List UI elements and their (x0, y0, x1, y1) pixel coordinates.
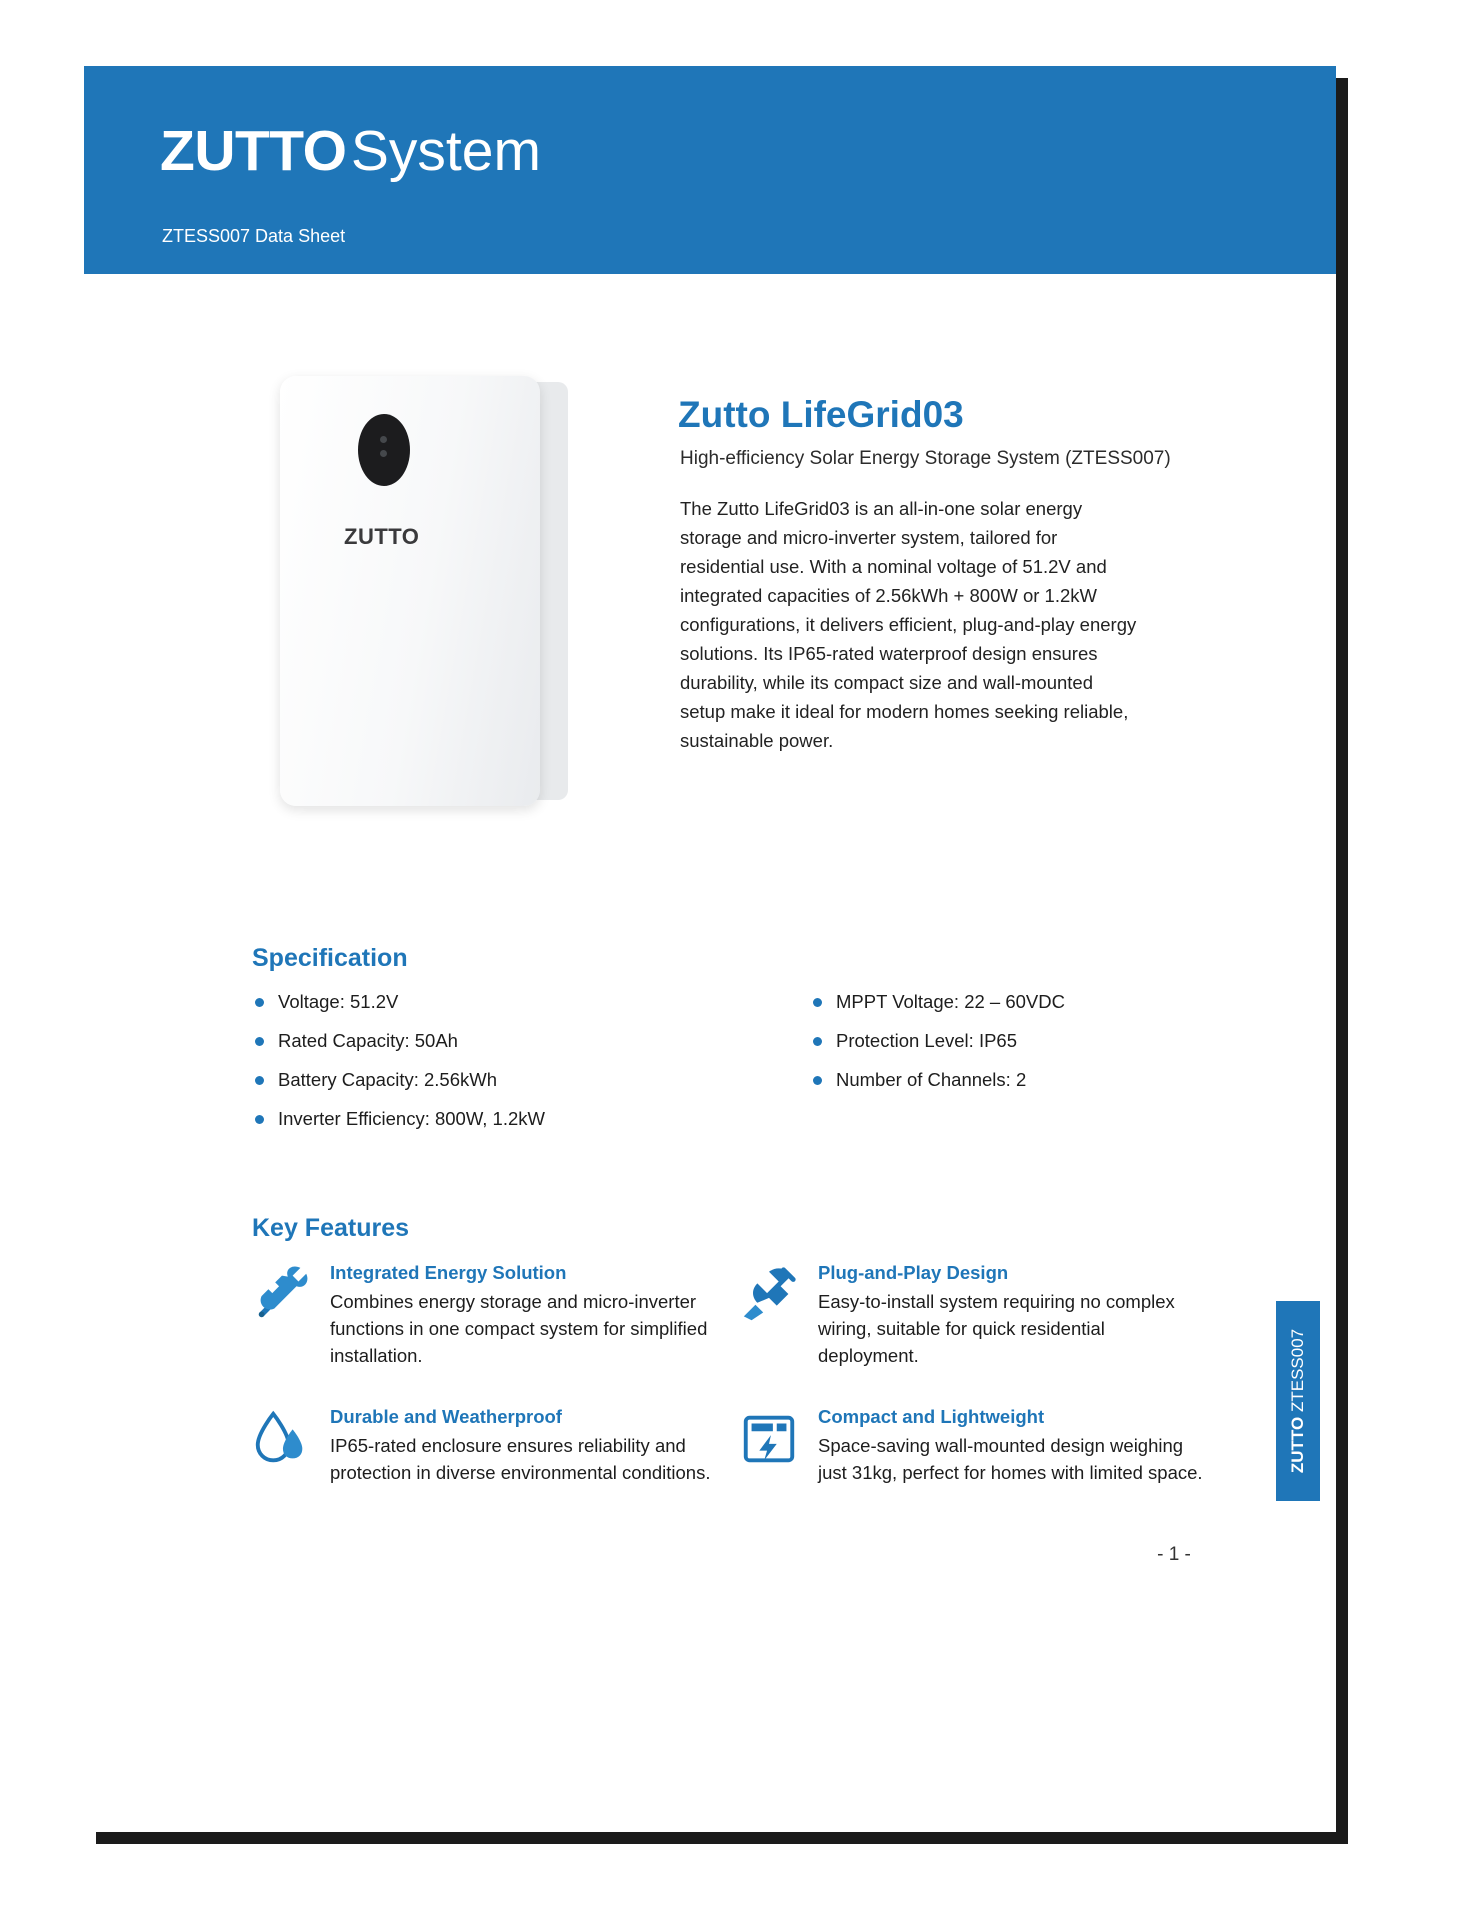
bullet-icon (255, 1076, 264, 1085)
header-band (84, 66, 1336, 274)
product-image (280, 376, 570, 806)
product-image-front-panel (280, 376, 540, 806)
bullet-icon (813, 998, 822, 1007)
spec-item-label: Number of Channels: 2 (836, 1069, 1027, 1090)
spec-item (810, 1068, 1290, 1092)
spec-item-label: Inverter Efficiency: 800W, 1.2kW (278, 1108, 545, 1129)
spec-item (252, 1107, 732, 1131)
side-tab-label (1288, 1301, 1308, 1501)
brand-name: ZUTTO (160, 119, 347, 183)
feature-text: Space-saving wall-mounted design weighing just 31kg, perfect for homes with limited space. (818, 1435, 1203, 1483)
battery-bolt-icon (738, 1408, 800, 1470)
feature-title: Plug-and-Play Design (818, 1262, 1009, 1283)
spec-item (810, 990, 1290, 1014)
spec-item (252, 1068, 732, 1092)
spec-item (810, 1029, 1290, 1053)
side-tab (1276, 1301, 1320, 1501)
bullet-icon (813, 1037, 822, 1046)
brand-title (160, 118, 541, 184)
spec-item-label: Battery Capacity: 2.56kWh (278, 1069, 498, 1090)
page-number: - 1 - (1157, 1544, 1191, 1565)
feature-card (738, 1406, 1208, 1486)
header-subtitle: ZTESS007 Data Sheet (162, 226, 346, 246)
spec-item (252, 990, 732, 1014)
product-image-logo: ZUTTO (344, 524, 420, 549)
plug-icon (738, 1264, 800, 1326)
product-display-icon (358, 414, 410, 486)
spec-item-label: Voltage: 51.2V (278, 991, 399, 1012)
side-tab-model: ZTESS007 (1288, 1328, 1307, 1413)
feature-body (818, 1262, 1208, 1369)
spec-item-label: Protection Level: IP65 (836, 1030, 1017, 1051)
feature-text: IP65-rated enclosure ensures reliability and protection in diverse environmental conditions. (330, 1435, 711, 1483)
product-subtitle: High-efficiency Solar Energy Storage System (ZTESS007) (680, 448, 1171, 469)
feature-card (250, 1406, 720, 1486)
tools-icon (250, 1264, 312, 1326)
feature-card (738, 1262, 1208, 1369)
feature-title: Durable and Weatherproof (330, 1406, 562, 1427)
feature-title: Compact and Lightweight (818, 1406, 1045, 1427)
specification-heading: Specification (252, 944, 408, 972)
feature-title: Integrated Energy Solution (330, 1262, 567, 1283)
datasheet-sheet (84, 66, 1336, 1832)
spec-item-label: Rated Capacity: 50Ah (278, 1030, 458, 1051)
feature-card (250, 1262, 720, 1369)
spec-item (252, 1029, 732, 1053)
feature-body (330, 1262, 720, 1369)
water-drop-icon (250, 1408, 312, 1470)
bullet-icon (255, 998, 264, 1007)
key-features-heading: Key Features (252, 1214, 410, 1242)
spec-item-label: MPPT Voltage: 22 – 60VDC (836, 991, 1065, 1012)
bullet-icon (255, 1115, 264, 1124)
specification-list-right (810, 990, 1290, 1107)
feature-body (330, 1406, 720, 1486)
product-title: Zutto LifeGrid03 (678, 394, 964, 435)
bullet-icon (813, 1076, 822, 1085)
specification-list-left (252, 990, 732, 1146)
bullet-icon (255, 1037, 264, 1046)
feature-text: Combines energy storage and micro-inverter functions in one compact system for simplified installation. (330, 1291, 708, 1366)
product-description: The Zutto LifeGrid03 is an all-in-one solar energy storage and micro-inverter system, tailored for residential use. With a nominal voltage of 51.2V and integrated capacities of 2.56kWh + 800W or 1.2kW configurations, it delivers efficient, plug-and-play energy solutions. Its IP65-rated waterproof design ensures durability, while its compact size and wall-mounted setup make it ideal for modern homes seeking reliable, sustainable power. (680, 498, 1137, 751)
feature-text: Easy-to-install system requiring no complex wiring, suitable for quick residential deployment. (818, 1291, 1175, 1366)
feature-body (818, 1406, 1208, 1486)
brand-suffix: System (350, 119, 541, 183)
side-tab-brand: ZUTTO (1288, 1416, 1307, 1474)
